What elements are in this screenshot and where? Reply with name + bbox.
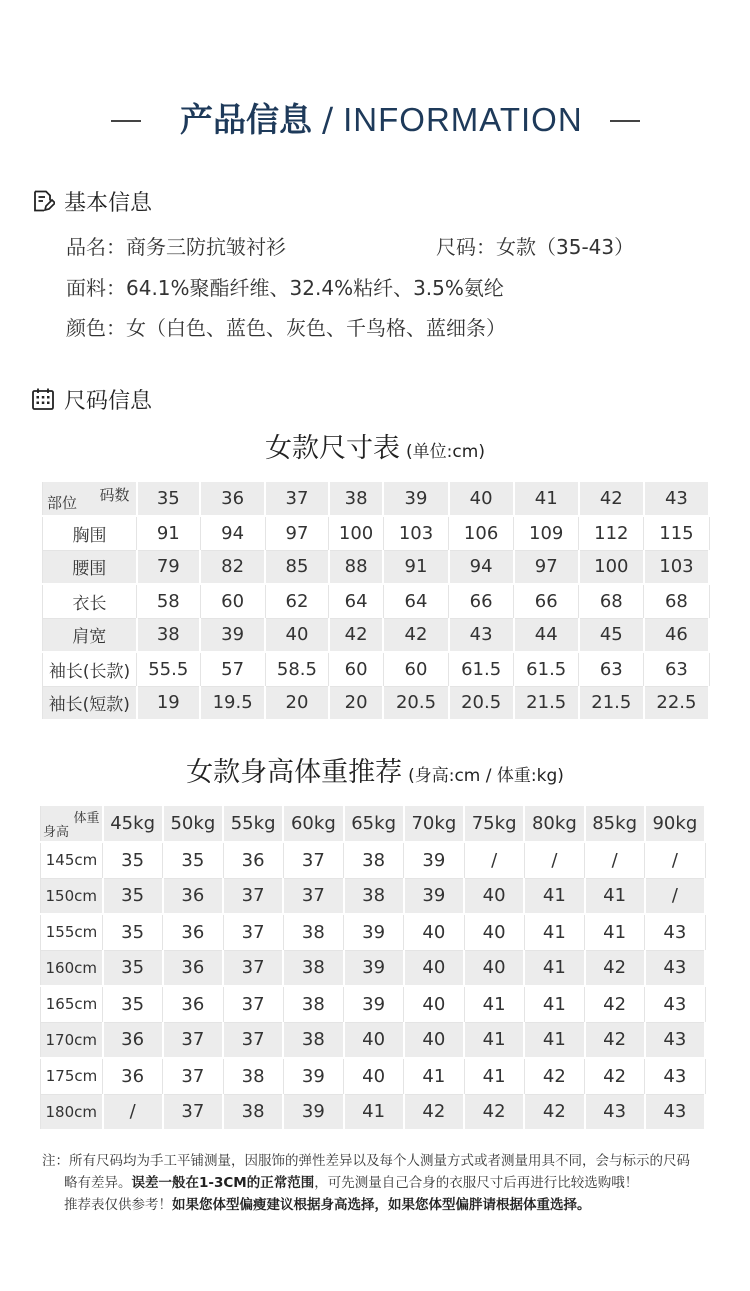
table-cell: 79 [137, 550, 201, 584]
table-row [41, 950, 706, 986]
table-cell: 42 [524, 1058, 584, 1094]
table-cell: 35 [103, 878, 163, 914]
table-cell: 40 [404, 950, 464, 986]
table-cell: 43 [645, 1058, 705, 1094]
product-name-value: 商务三防抗皱衬衫 [126, 235, 286, 259]
column-header: 40 [449, 482, 514, 516]
table-cell: 94 [200, 516, 265, 550]
table-cell: 46 [644, 618, 709, 652]
column-header: 55kg [223, 806, 283, 842]
row-label: 180cm [41, 1094, 103, 1130]
table-cell: 41 [585, 878, 645, 914]
table-cell: 43 [645, 1022, 705, 1058]
table-cell: 41 [524, 914, 584, 950]
table-row [43, 550, 710, 584]
table-cell: 38 [223, 1058, 283, 1094]
table-cell: 41 [524, 986, 584, 1022]
color-row [66, 312, 506, 341]
table-cell: 42 [383, 618, 448, 652]
calendar-grid-icon [31, 387, 55, 411]
column-header: 65kg [344, 806, 404, 842]
row-label: 腰围 [43, 550, 137, 584]
table-cell: 37 [223, 914, 283, 950]
recommend-table-unit: (身高:cm / 体重:kg) [408, 766, 564, 786]
note-line-3-a: 推荐表仅供参考！ [64, 1197, 172, 1213]
table-cell: 37 [223, 878, 283, 914]
table-cell: 43 [645, 1094, 705, 1130]
table-cell: 61.5 [514, 652, 579, 686]
product-name-row [66, 231, 286, 260]
table-cell: 37 [283, 842, 343, 878]
table-cell: 36 [163, 878, 223, 914]
table-cell: 109 [514, 516, 579, 550]
table-row [41, 1094, 706, 1130]
fabric-label: 面料： [66, 276, 126, 300]
table-cell: 20 [265, 686, 329, 720]
table-cell: 21.5 [514, 686, 579, 720]
table-cell: 63 [579, 652, 644, 686]
row-label: 袖长(长款) [43, 652, 137, 686]
table-cell: 19.5 [200, 686, 265, 720]
table-cell: 19 [137, 686, 201, 720]
table-cell: 103 [383, 516, 448, 550]
header-left-divider [111, 120, 141, 122]
table-cell: 41 [464, 986, 524, 1022]
table-cell: 40 [404, 986, 464, 1022]
table-cell: 39 [283, 1058, 343, 1094]
table-cell: 100 [579, 550, 644, 584]
column-header: 36 [200, 482, 265, 516]
table-cell: 37 [163, 1094, 223, 1130]
table-cell: 38 [344, 878, 404, 914]
table-row [41, 914, 706, 950]
table-cell: 39 [344, 950, 404, 986]
color-value: 女（白色、蓝色、灰色、千鸟格、蓝细条） [126, 316, 506, 340]
table-cell: 38 [283, 1022, 343, 1058]
table-row [43, 618, 710, 652]
column-header: 80kg [524, 806, 584, 842]
table-cell: 68 [644, 584, 709, 618]
table-row [41, 878, 706, 914]
table-cell: 43 [645, 914, 705, 950]
fabric-value: 64.1%聚酯纤维、32.4%粘纤、3.5%氨纶 [126, 276, 504, 300]
table-cell: 37 [283, 878, 343, 914]
table-cell: 38 [137, 618, 201, 652]
table-cell: 91 [383, 550, 448, 584]
corner-bottom-label: 部位 [47, 494, 78, 512]
table-cell: 42 [404, 1094, 464, 1130]
table-cell: 43 [645, 950, 705, 986]
table-cell: 42 [585, 1022, 645, 1058]
table-cell: 41 [524, 878, 584, 914]
title-english: INFORMATION [343, 101, 583, 138]
table-cell: 40 [265, 618, 329, 652]
basic-info-heading [31, 186, 152, 216]
table-cell: / [645, 878, 705, 914]
corner-top-label: 体重 [73, 811, 100, 826]
basic-info-title: 基本信息 [64, 190, 153, 216]
column-header: 39 [383, 482, 448, 516]
column-header: 42 [579, 482, 644, 516]
table-row [41, 1058, 706, 1094]
table-cell: 97 [514, 550, 579, 584]
row-label: 145cm [41, 842, 103, 878]
table-cell: 68 [579, 584, 644, 618]
table-cell: 42 [464, 1094, 524, 1130]
column-header: 75kg [464, 806, 524, 842]
row-label: 衣长 [43, 584, 137, 618]
table-cell: 60 [200, 584, 265, 618]
product-name-label: 品名： [66, 235, 126, 259]
table-cell: / [524, 842, 584, 878]
table-cell: 35 [163, 842, 223, 878]
size-table-unit: (单位:cm) [406, 442, 485, 462]
table-cell: 45 [579, 618, 644, 652]
header-right-divider [610, 120, 640, 122]
recommend-table-title [0, 750, 750, 789]
size-table-title-text: 女款尺寸表 [265, 433, 401, 464]
table-cell: 112 [579, 516, 644, 550]
table-cell: 37 [163, 1058, 223, 1094]
notes [42, 1150, 722, 1216]
column-header: 43 [644, 482, 709, 516]
table-cell: 38 [223, 1094, 283, 1130]
size-table-title [0, 426, 750, 465]
table-cell: 36 [103, 1022, 163, 1058]
table-cell: 40 [464, 914, 524, 950]
note-line-3-emphasis: 如果您体型偏瘦建议根据身高选择，如果您体型偏胖请根据体重选择。 [172, 1197, 591, 1213]
row-label: 胸围 [43, 516, 137, 550]
table-cell: 100 [329, 516, 384, 550]
page-header [0, 96, 750, 146]
table-cell: 66 [449, 584, 514, 618]
table-row [43, 652, 710, 686]
table-cell: 39 [344, 914, 404, 950]
column-header: 45kg [103, 806, 163, 842]
table-cell: 36 [163, 950, 223, 986]
table-header-row [43, 482, 710, 516]
table-cell: 40 [404, 914, 464, 950]
table-cell: 20.5 [449, 686, 514, 720]
table-cell: / [585, 842, 645, 878]
table-cell: 42 [585, 1058, 645, 1094]
column-header: 50kg [163, 806, 223, 842]
table-cell: 35 [103, 986, 163, 1022]
table-cell: 20 [329, 686, 384, 720]
table-cell: 40 [464, 878, 524, 914]
table-header-row [41, 806, 706, 842]
table-cell: 88 [329, 550, 384, 584]
table-row [43, 516, 710, 550]
table-cell: 40 [404, 1022, 464, 1058]
row-label: 175cm [41, 1058, 103, 1094]
size-range-value: 女款（35-43） [496, 235, 635, 259]
column-header: 60kg [283, 806, 343, 842]
page-title [180, 96, 583, 144]
corner-bottom-label: 身高 [43, 825, 70, 840]
size-info-title: 尺码信息 [64, 388, 153, 414]
table-cell: 36 [163, 914, 223, 950]
row-label: 165cm [41, 986, 103, 1022]
table-cell: 82 [200, 550, 265, 584]
note-line-2 [42, 1172, 722, 1194]
table-cell: 39 [404, 842, 464, 878]
table-cell: 42 [585, 986, 645, 1022]
table-cell: 36 [103, 1058, 163, 1094]
column-header: 37 [265, 482, 329, 516]
table-cell: 36 [223, 842, 283, 878]
note-line-1: 注：所有尺码均为手工平铺测量，因服饰的弹性差异以及每个人测量方式或者测量用具不同，会与标示的尺码 [42, 1153, 690, 1169]
table-cell: 91 [137, 516, 201, 550]
table-cell: 39 [200, 618, 265, 652]
table-cell: 85 [265, 550, 329, 584]
note-line-2-emphasis: 误差一般在1-3CM的正常范围 [131, 1175, 315, 1191]
table-corner-cell [41, 806, 103, 842]
table-cell: 42 [329, 618, 384, 652]
table-cell: 38 [344, 842, 404, 878]
table-row [41, 1022, 706, 1058]
row-label: 150cm [41, 878, 103, 914]
color-label: 颜色： [66, 316, 126, 340]
table-cell: 22.5 [644, 686, 709, 720]
table-cell: 42 [585, 950, 645, 986]
table-cell: 55.5 [137, 652, 201, 686]
table-cell: 64 [383, 584, 448, 618]
corner-top-label: 码数 [99, 486, 130, 504]
table-row [41, 842, 706, 878]
table-cell: 38 [283, 914, 343, 950]
column-header: 90kg [645, 806, 705, 842]
table-cell: 94 [449, 550, 514, 584]
table-cell: 44 [514, 618, 579, 652]
table-cell: / [103, 1094, 163, 1130]
table-cell: 38 [283, 950, 343, 986]
table-cell: 41 [585, 914, 645, 950]
table-cell: 37 [163, 1022, 223, 1058]
table-cell: 103 [644, 550, 709, 584]
fabric-row [66, 272, 504, 301]
table-cell: / [645, 842, 705, 878]
table-cell: 60 [329, 652, 384, 686]
table-cell: 37 [223, 986, 283, 1022]
table-cell: 57 [200, 652, 265, 686]
table-row [43, 686, 710, 720]
table-cell: 64 [329, 584, 384, 618]
table-row [41, 986, 706, 1022]
table-cell: / [464, 842, 524, 878]
size-range-row [436, 231, 634, 260]
table-cell: 61.5 [449, 652, 514, 686]
table-cell: 35 [103, 842, 163, 878]
table-cell: 38 [283, 986, 343, 1022]
table-cell: 21.5 [579, 686, 644, 720]
table-cell: 106 [449, 516, 514, 550]
title-chinese: 产品信息 [180, 100, 312, 139]
table-cell: 39 [344, 986, 404, 1022]
table-cell: 41 [404, 1058, 464, 1094]
size-table [42, 482, 710, 721]
recommend-table [40, 806, 706, 1131]
table-cell: 35 [103, 950, 163, 986]
table-cell: 41 [524, 950, 584, 986]
row-label: 155cm [41, 914, 103, 950]
column-header: 38 [329, 482, 384, 516]
table-cell: 115 [644, 516, 709, 550]
table-cell: 20.5 [383, 686, 448, 720]
table-row [43, 584, 710, 618]
table-cell: 43 [585, 1094, 645, 1130]
table-cell: 40 [344, 1058, 404, 1094]
table-cell: 58 [137, 584, 201, 618]
note-line-2-a: 略有差异。 [64, 1175, 132, 1191]
edit-document-icon [31, 189, 55, 213]
column-header: 35 [137, 482, 201, 516]
table-cell: 37 [223, 950, 283, 986]
row-label: 160cm [41, 950, 103, 986]
row-label: 袖长(短款) [43, 686, 137, 720]
table-cell: 63 [644, 652, 709, 686]
table-cell: 40 [464, 950, 524, 986]
table-cell: 41 [344, 1094, 404, 1130]
table-cell: 37 [223, 1022, 283, 1058]
column-header: 70kg [404, 806, 464, 842]
title-separator: / [322, 100, 334, 139]
table-cell: 35 [103, 914, 163, 950]
row-label: 170cm [41, 1022, 103, 1058]
size-info-heading [31, 384, 152, 414]
column-header: 41 [514, 482, 579, 516]
row-label: 肩宽 [43, 618, 137, 652]
table-cell: 42 [524, 1094, 584, 1130]
note-line-2-c: ，可先测量自己合身的衣服尺寸后再进行比较选购哦！ [314, 1175, 639, 1191]
table-cell: 39 [283, 1094, 343, 1130]
table-cell: 43 [449, 618, 514, 652]
table-cell: 41 [464, 1058, 524, 1094]
size-range-label: 尺码： [436, 235, 496, 259]
table-cell: 36 [163, 986, 223, 1022]
note-line-3 [42, 1194, 722, 1216]
table-cell: 62 [265, 584, 329, 618]
table-cell: 41 [464, 1022, 524, 1058]
table-cell: 66 [514, 584, 579, 618]
table-cell: 39 [404, 878, 464, 914]
recommend-table-title-text: 女款身高体重推荐 [186, 757, 403, 788]
table-cell: 43 [645, 986, 705, 1022]
column-header: 85kg [585, 806, 645, 842]
table-cell: 60 [383, 652, 448, 686]
table-cell: 40 [344, 1022, 404, 1058]
table-cell: 58.5 [265, 652, 329, 686]
table-cell: 97 [265, 516, 329, 550]
table-corner-cell [43, 482, 137, 516]
table-cell: 41 [524, 1022, 584, 1058]
